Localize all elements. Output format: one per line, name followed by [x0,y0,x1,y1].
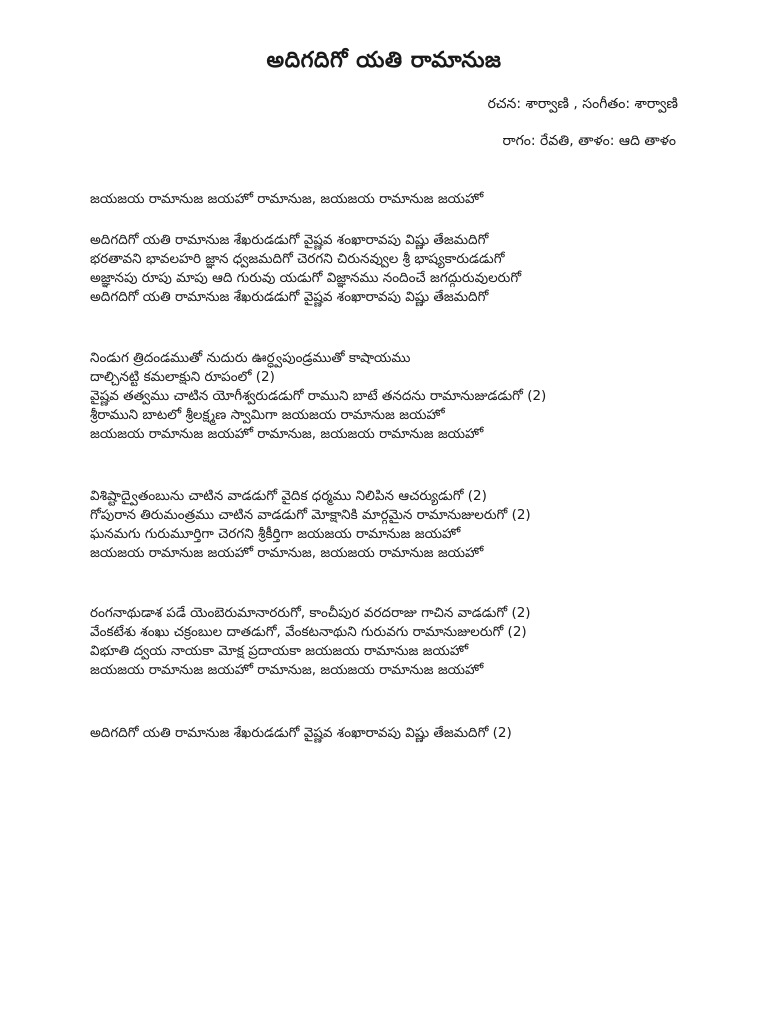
lyric-line: దాల్చినట్టి కమలాక్షుని రూపంలో (2) [90,369,275,385]
stanza-refrain [90,190,730,209]
lyric-line: జయజయ రామానుజ జయహో రామానుజ, జయజయ రామానుజ జయహో [90,662,484,678]
lyric-line: అజ్ఞానపు రూపు మాపు ఆది గురువు యడుగో విజ్ఞానము నందించే జగద్గురువులరుగో [90,270,522,286]
lyric-line: జయజయ రామానుజ జయహో రామానుజ, జయజయ రామానుజ జయహో [90,191,484,207]
lyric-line: వేంకటేశు శంఖు చక్రంబుల దాతడుగో, వేంకటనాథుని గురువగు రామానుజులరుగో (2) [90,624,527,640]
lyric-line: శ్రీరాముని బాటలో శ్రీలక్ష్మణ స్వామిగా జయజయ రామానుజ జయహో [90,407,445,423]
stanza-charanam-3 [90,604,730,680]
lyric-line: రంగనాథుడాశ పడే యెంబెరుమానారరుగో, కాంచీపుర వరదరాజు గాచిన వాడడుగో (2) [90,605,531,621]
credits-line: రచన: శార్వాణి , సంగీతం: శార్వాణి [487,96,678,112]
lyric-line: ఘనమగు గురుమూర్తిగా చెరగని శ్రీకీర్తిగా జయజయ రామానుజ జయహో [90,526,461,542]
lyric-line: వైష్ణవ తత్వము చాటిన యోగీశ్వరుడడుగో రాముని బాటే తనదను రామానుజుడడుగో (2) [90,388,547,404]
lyric-line: భరతావని భావలహరి జ్ఞాన ధ్వజమదిగో చెరగని చిరునవ్వుల శ్రీ భాష్యకారుడడుగో [90,251,505,267]
lyric-line: అదిగదిగో యతి రామానుజ శేఖరుడడుగో వైష్ణవ శంఖారావపు విష్ణు తేజమదిగో [90,289,489,305]
lyric-line: గోపురాన తిరుమంత్రము చాటిన వాడడుగో మోక్షానికి మార్గమైన రామానుజులరుగో (2) [90,507,531,523]
stanza-charanam-1 [90,349,730,444]
lyric-line: విభూతి ద్వయ నాయకా మోక్ష ప్రదాయకా జయజయ రామానుజ జయహో [90,643,469,659]
stanza-closing [90,724,730,743]
lyric-line: నిండుగ త్రిదండముతో నుదురు ఊర్ధ్వపుండ్రముతో కాషాయము [90,350,411,366]
raga-tala-line: రాగం: రేవతి, తాళం: ఆది తాళం [502,133,676,149]
stanza-charanam-2 [90,487,730,563]
lyric-line: జయజయ రామానుజ జయహో రామానుజ, జయజయ రామానుజ జయహో [90,545,484,561]
lyric-line: విశిష్టాద్వైతంబును చాటిన వాడడుగో వైదిక ధర్మము నిలిపిన ఆచర్యుడుగో (2) [90,488,487,504]
song-title: అదిగదిగో యతి రామానుజ [266,48,502,73]
lyric-line: అదిగదిగో యతి రామానుజ శేఖరుడడుగో వైష్ణవ శంఖారావపు విష్ణు తేజమదిగో (2) [90,725,512,741]
lyric-line: జయజయ రామానుజ జయహో రామానుజ, జయజయ రామానుజ జయహో [90,426,484,442]
stanza-pallavi [90,231,730,307]
lyric-line: అదిగదిగో యతి రామానుజ శేఖరుడడుగో వైష్ణవ శంఖారావపు విష్ణు తేజమదిగో [90,232,489,248]
